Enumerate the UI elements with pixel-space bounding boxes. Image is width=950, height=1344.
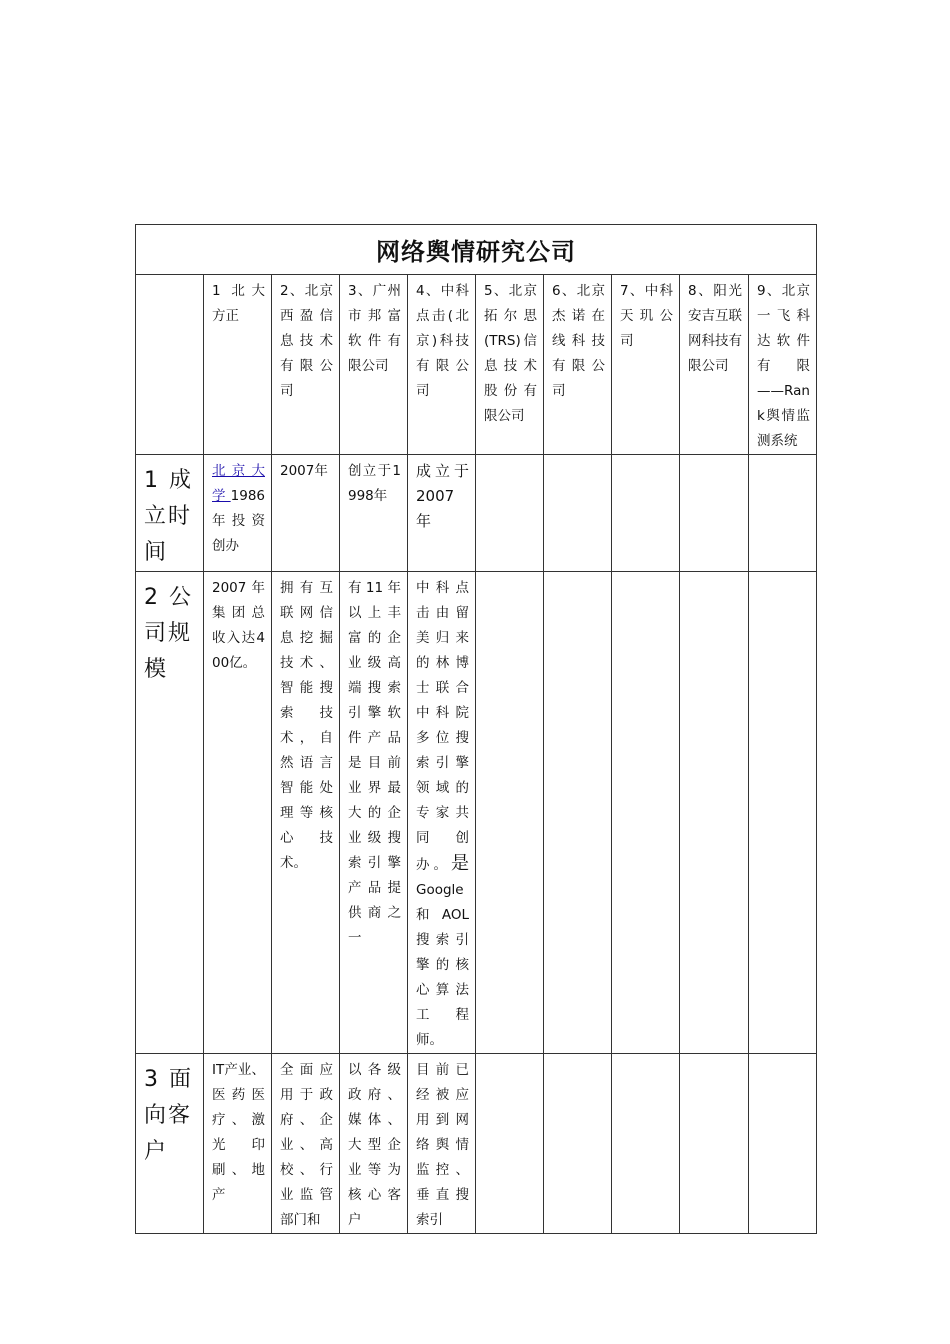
empty-cell [612, 455, 680, 572]
empty-cell [612, 572, 680, 1054]
empty-cell [680, 572, 749, 1054]
table-row [136, 455, 817, 572]
corner-cell [136, 275, 204, 455]
empty-cell [476, 572, 544, 1054]
scale-cell-4 [408, 572, 476, 1054]
empty-cell [749, 1054, 817, 1234]
scale-text-4b: 是 [451, 853, 469, 874]
table-row [136, 1054, 817, 1234]
empty-cell [749, 455, 817, 572]
scale-text-4a: 中科点击由留美归来的林博士联合中科院多位搜索引擎领域的专家共同创办。 [416, 580, 469, 873]
scale-cell-2: 拥有互联网信息挖掘技术、智能搜索技术，自然语言智能处理等核心技术。 [272, 572, 340, 1054]
customers-cell-3: 以各级政府、媒体、大型企业等为核心客户 [340, 1054, 408, 1234]
company-name-7: 7、中科天玑公司 [612, 275, 680, 455]
empty-cell [476, 1054, 544, 1234]
scale-cell-3: 有11年以上丰富的企业级高端搜索引擎软件产品是目前业界最大的企业级搜索引擎产品提供商之一 [340, 572, 408, 1054]
founded-cell-2: 2007年 [272, 455, 340, 572]
founded-cell-4: 成立于2007年 [408, 455, 476, 572]
empty-cell [612, 1054, 680, 1234]
company-name-6: 6、北京杰诺在线科技有限公司 [544, 275, 612, 455]
empty-cell [544, 1054, 612, 1234]
company-name-8: 8、阳光安吉互联网科技有限公司 [680, 275, 749, 455]
empty-cell [680, 1054, 749, 1234]
company-name-9: 9、北京一飞科达软件有限——Rank舆情监测系统 [749, 275, 817, 455]
company-header-row [136, 275, 817, 455]
table-row [136, 572, 817, 1054]
empty-cell [544, 572, 612, 1054]
founded-text-1: 1986年投资创办 [212, 488, 265, 554]
company-name-5: 5、北京拓尔思(TRS)信息技术股份有限公司 [476, 275, 544, 455]
customers-cell-1: IT产业、医药医疗、激光印刷、地产 [204, 1054, 272, 1234]
founded-cell-3: 创立于1998年 [340, 455, 408, 572]
empty-cell [680, 455, 749, 572]
empty-cell [544, 455, 612, 572]
company-name-3: 3、广州市邦富软件有限公司 [340, 275, 408, 455]
table-title: 网络舆情研究公司 [136, 225, 817, 275]
customers-cell-2: 全面应用于政府、企业、高校、行业监管部门和 [272, 1054, 340, 1234]
founded-cell-1 [204, 455, 272, 572]
row-header-customers: 3 面向客户 [136, 1054, 204, 1234]
scale-cell-1: 2007年集团总收入达400亿。 [204, 572, 272, 1054]
scale-text-4c: Google和AOL搜索引擎的核心算法工程师。 [416, 882, 469, 1048]
company-name-1: 1 北大方正 [204, 275, 272, 455]
company-table [135, 224, 817, 1234]
pku-link[interactable]: 北京大学 [212, 463, 265, 504]
empty-cell [476, 455, 544, 572]
row-header-scale: 2 公司规模 [136, 572, 204, 1054]
row-header-founded: 1 成立时间 [136, 455, 204, 572]
company-name-2: 2、北京西盈信息技术有限公司 [272, 275, 340, 455]
customers-cell-4: 目前已经被应用到网络舆情监控、垂直搜索引 [408, 1054, 476, 1234]
title-row [136, 225, 817, 275]
empty-cell [749, 572, 817, 1054]
company-name-4: 4、中科点击(北京)科技有限公司 [408, 275, 476, 455]
